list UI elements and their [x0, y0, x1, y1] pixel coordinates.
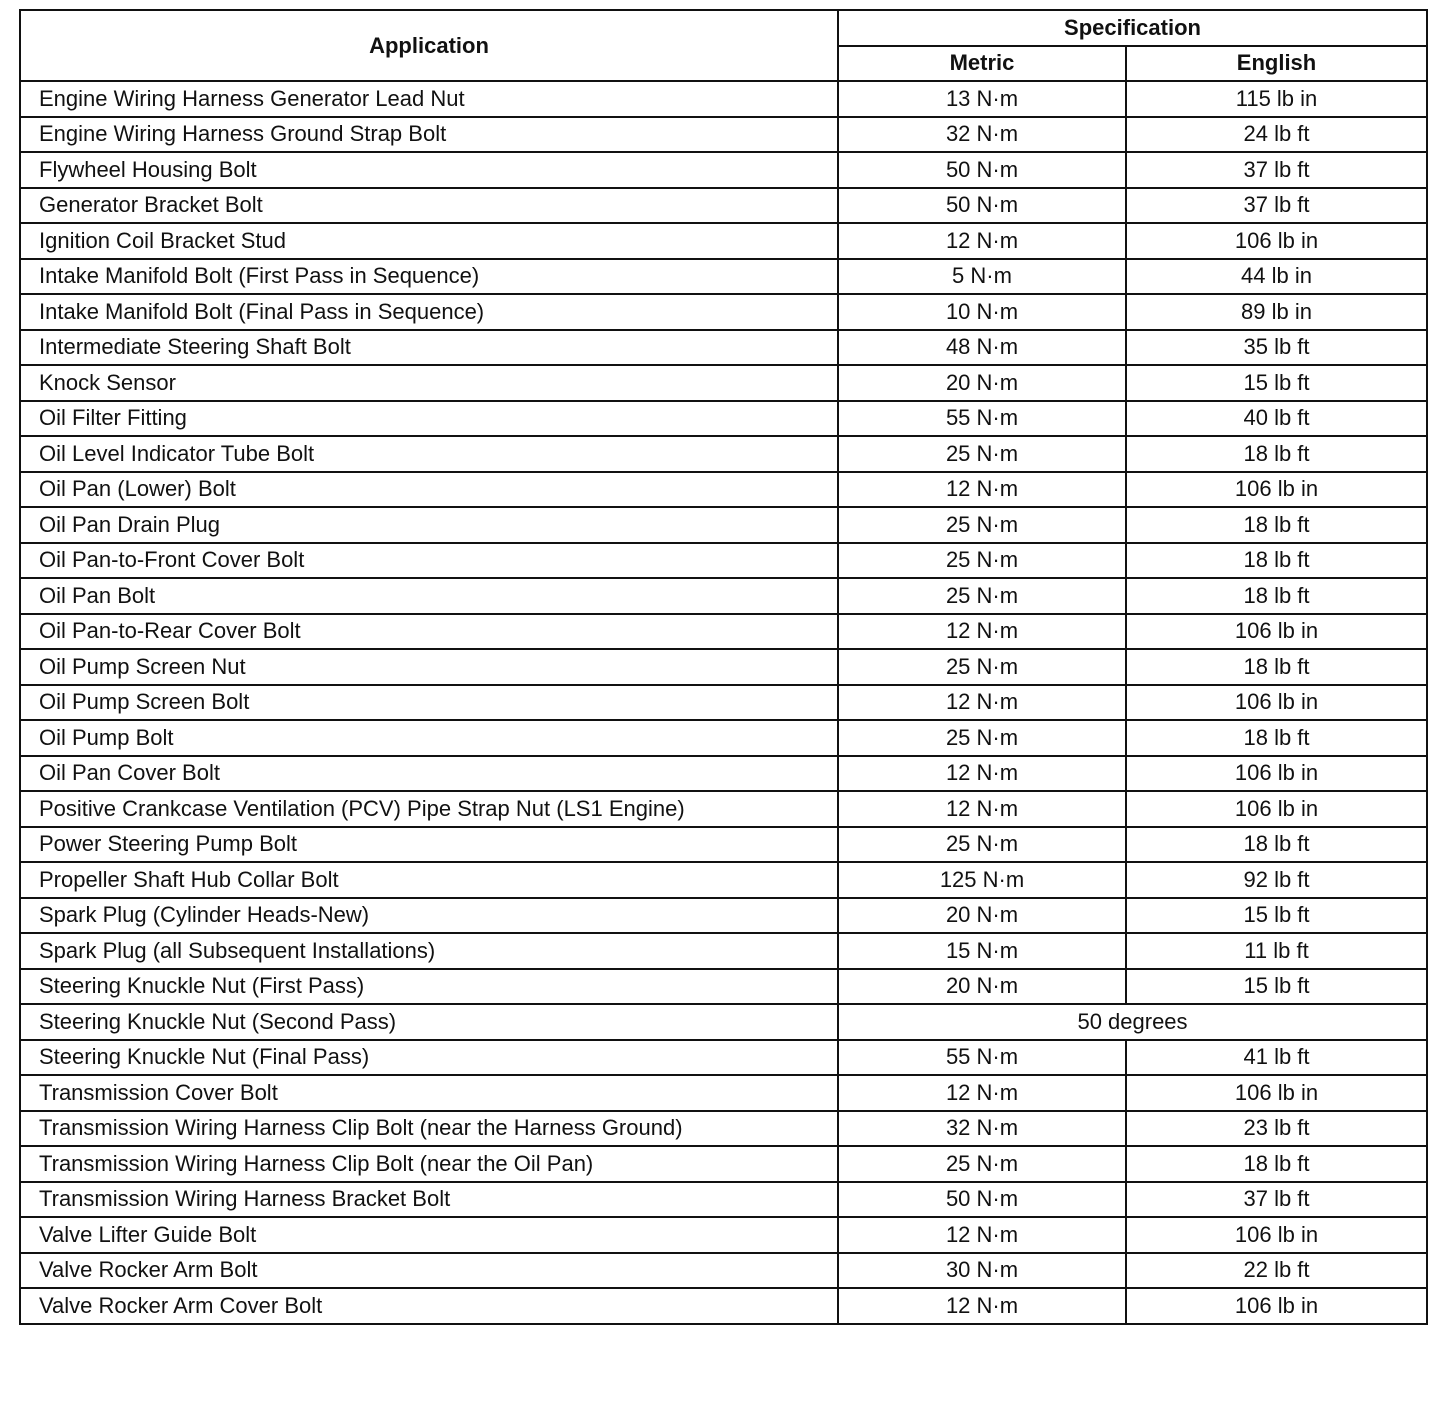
table-row [20, 365, 1427, 401]
table-row [20, 81, 1427, 117]
table-row [20, 1288, 1427, 1324]
application-cell: Transmission Wiring Harness Clip Bolt (near the Harness Ground) [20, 1111, 838, 1147]
metric-cell: 12 N·m [838, 223, 1126, 259]
application-cell: Spark Plug (all Subsequent Installations) [20, 933, 838, 969]
table-row [20, 543, 1427, 579]
table-row [20, 898, 1427, 934]
merged-spec-cell: 50 degrees [838, 1004, 1427, 1040]
english-cell: 18 lb ft [1126, 1146, 1427, 1182]
metric-cell: 10 N·m [838, 294, 1126, 330]
application-cell: Oil Filter Fitting [20, 401, 838, 437]
table-row [20, 933, 1427, 969]
metric-cell: 25 N·m [838, 436, 1126, 472]
application-cell: Engine Wiring Harness Ground Strap Bolt [20, 117, 838, 153]
metric-cell: 25 N·m [838, 827, 1126, 863]
metric-cell: 20 N·m [838, 969, 1126, 1005]
header-specification: Specification [838, 10, 1427, 46]
table-row [20, 685, 1427, 721]
metric-cell: 20 N·m [838, 898, 1126, 934]
english-cell: 92 lb ft [1126, 862, 1427, 898]
english-cell: 106 lb in [1126, 223, 1427, 259]
metric-cell: 12 N·m [838, 685, 1126, 721]
application-cell: Oil Pan-to-Front Cover Bolt [20, 543, 838, 579]
english-cell: 41 lb ft [1126, 1040, 1427, 1076]
metric-cell: 50 N·m [838, 188, 1126, 224]
english-cell: 15 lb ft [1126, 898, 1427, 934]
table-row [20, 436, 1427, 472]
metric-cell: 25 N·m [838, 507, 1126, 543]
application-cell: Spark Plug (Cylinder Heads-New) [20, 898, 838, 934]
table-row [20, 1146, 1427, 1182]
application-cell: Ignition Coil Bracket Stud [20, 223, 838, 259]
metric-cell: 50 N·m [838, 152, 1126, 188]
english-cell: 15 lb ft [1126, 365, 1427, 401]
english-cell: 37 lb ft [1126, 1182, 1427, 1218]
metric-cell: 12 N·m [838, 756, 1126, 792]
application-cell: Intake Manifold Bolt (First Pass in Sequence) [20, 259, 838, 295]
table-row [20, 1111, 1427, 1147]
metric-cell: 55 N·m [838, 1040, 1126, 1076]
english-cell: 106 lb in [1126, 1217, 1427, 1253]
table-row [20, 117, 1427, 153]
english-cell: 11 lb ft [1126, 933, 1427, 969]
application-cell: Generator Bracket Bolt [20, 188, 838, 224]
application-cell: Valve Rocker Arm Bolt [20, 1253, 838, 1289]
application-cell: Oil Pan Drain Plug [20, 507, 838, 543]
application-cell: Intake Manifold Bolt (Final Pass in Sequence) [20, 294, 838, 330]
english-cell: 106 lb in [1126, 1288, 1427, 1324]
metric-cell: 12 N·m [838, 1075, 1126, 1111]
application-cell: Oil Pan-to-Rear Cover Bolt [20, 614, 838, 650]
english-cell: 18 lb ft [1126, 720, 1427, 756]
metric-cell: 12 N·m [838, 1288, 1126, 1324]
metric-cell: 13 N·m [838, 81, 1126, 117]
application-cell: Propeller Shaft Hub Collar Bolt [20, 862, 838, 898]
table-row [20, 507, 1427, 543]
english-cell: 18 lb ft [1126, 827, 1427, 863]
application-cell: Oil Pan (Lower) Bolt [20, 472, 838, 508]
table-row [20, 472, 1427, 508]
header-row-top [20, 10, 1427, 46]
metric-cell: 25 N·m [838, 1146, 1126, 1182]
header-english: English [1126, 46, 1427, 82]
application-cell: Oil Level Indicator Tube Bolt [20, 436, 838, 472]
english-cell: 40 lb ft [1126, 401, 1427, 437]
application-cell: Oil Pump Bolt [20, 720, 838, 756]
table-row [20, 969, 1427, 1005]
application-cell: Oil Pan Bolt [20, 578, 838, 614]
application-cell: Valve Rocker Arm Cover Bolt [20, 1288, 838, 1324]
application-cell: Steering Knuckle Nut (First Pass) [20, 969, 838, 1005]
table-row [20, 791, 1427, 827]
metric-cell: 55 N·m [838, 401, 1126, 437]
table-row [20, 756, 1427, 792]
metric-cell: 25 N·m [838, 578, 1126, 614]
table-row [20, 294, 1427, 330]
metric-cell: 32 N·m [838, 117, 1126, 153]
metric-cell: 50 N·m [838, 1182, 1126, 1218]
metric-cell: 15 N·m [838, 933, 1126, 969]
table-row [20, 330, 1427, 366]
metric-cell: 32 N·m [838, 1111, 1126, 1147]
english-cell: 22 lb ft [1126, 1253, 1427, 1289]
table-row [20, 827, 1427, 863]
english-cell: 89 lb in [1126, 294, 1427, 330]
table-row [20, 223, 1427, 259]
table-row [20, 1040, 1427, 1076]
english-cell: 44 lb in [1126, 259, 1427, 295]
application-cell: Transmission Cover Bolt [20, 1075, 838, 1111]
table-row [20, 720, 1427, 756]
table-row [20, 578, 1427, 614]
table-body [20, 81, 1427, 1324]
english-cell: 18 lb ft [1126, 578, 1427, 614]
table-row [20, 862, 1427, 898]
table-row [20, 614, 1427, 650]
english-cell: 37 lb ft [1126, 152, 1427, 188]
application-cell: Oil Pan Cover Bolt [20, 756, 838, 792]
english-cell: 115 lb in [1126, 81, 1427, 117]
metric-cell: 30 N·m [838, 1253, 1126, 1289]
metric-cell: 25 N·m [838, 543, 1126, 579]
table-row [20, 1253, 1427, 1289]
metric-cell: 12 N·m [838, 791, 1126, 827]
metric-cell: 125 N·m [838, 862, 1126, 898]
header-application: Application [20, 10, 838, 81]
english-cell: 18 lb ft [1126, 436, 1427, 472]
table-row [20, 259, 1427, 295]
table-row [20, 401, 1427, 437]
table-header [20, 10, 1427, 81]
header-metric: Metric [838, 46, 1126, 82]
metric-cell: 5 N·m [838, 259, 1126, 295]
torque-spec-sheet [19, 9, 1426, 1325]
english-cell: 15 lb ft [1126, 969, 1427, 1005]
table-row [20, 1004, 1427, 1040]
application-cell: Knock Sensor [20, 365, 838, 401]
english-cell: 106 lb in [1126, 756, 1427, 792]
metric-cell: 12 N·m [838, 614, 1126, 650]
english-cell: 106 lb in [1126, 614, 1427, 650]
english-cell: 23 lb ft [1126, 1111, 1427, 1147]
table-row [20, 649, 1427, 685]
table-row [20, 1075, 1427, 1111]
application-cell: Intermediate Steering Shaft Bolt [20, 330, 838, 366]
application-cell: Oil Pump Screen Bolt [20, 685, 838, 721]
table-row [20, 1182, 1427, 1218]
application-cell: Positive Crankcase Ventilation (PCV) Pipe Strap Nut (LS1 Engine) [20, 791, 838, 827]
metric-cell: 20 N·m [838, 365, 1126, 401]
english-cell: 18 lb ft [1126, 507, 1427, 543]
torque-spec-table [19, 9, 1428, 1325]
english-cell: 106 lb in [1126, 1075, 1427, 1111]
application-cell: Steering Knuckle Nut (Second Pass) [20, 1004, 838, 1040]
english-cell: 106 lb in [1126, 472, 1427, 508]
metric-cell: 25 N·m [838, 649, 1126, 685]
metric-cell: 48 N·m [838, 330, 1126, 366]
table-row [20, 188, 1427, 224]
english-cell: 106 lb in [1126, 791, 1427, 827]
metric-cell: 12 N·m [838, 472, 1126, 508]
metric-cell: 25 N·m [838, 720, 1126, 756]
english-cell: 35 lb ft [1126, 330, 1427, 366]
table-row [20, 152, 1427, 188]
english-cell: 18 lb ft [1126, 649, 1427, 685]
english-cell: 106 lb in [1126, 685, 1427, 721]
english-cell: 18 lb ft [1126, 543, 1427, 579]
application-cell: Engine Wiring Harness Generator Lead Nut [20, 81, 838, 117]
english-cell: 24 lb ft [1126, 117, 1427, 153]
metric-cell: 12 N·m [838, 1217, 1126, 1253]
table-row [20, 1217, 1427, 1253]
application-cell: Power Steering Pump Bolt [20, 827, 838, 863]
application-cell: Valve Lifter Guide Bolt [20, 1217, 838, 1253]
application-cell: Oil Pump Screen Nut [20, 649, 838, 685]
application-cell: Transmission Wiring Harness Bracket Bolt [20, 1182, 838, 1218]
application-cell: Steering Knuckle Nut (Final Pass) [20, 1040, 838, 1076]
application-cell: Flywheel Housing Bolt [20, 152, 838, 188]
english-cell: 37 lb ft [1126, 188, 1427, 224]
application-cell: Transmission Wiring Harness Clip Bolt (near the Oil Pan) [20, 1146, 838, 1182]
